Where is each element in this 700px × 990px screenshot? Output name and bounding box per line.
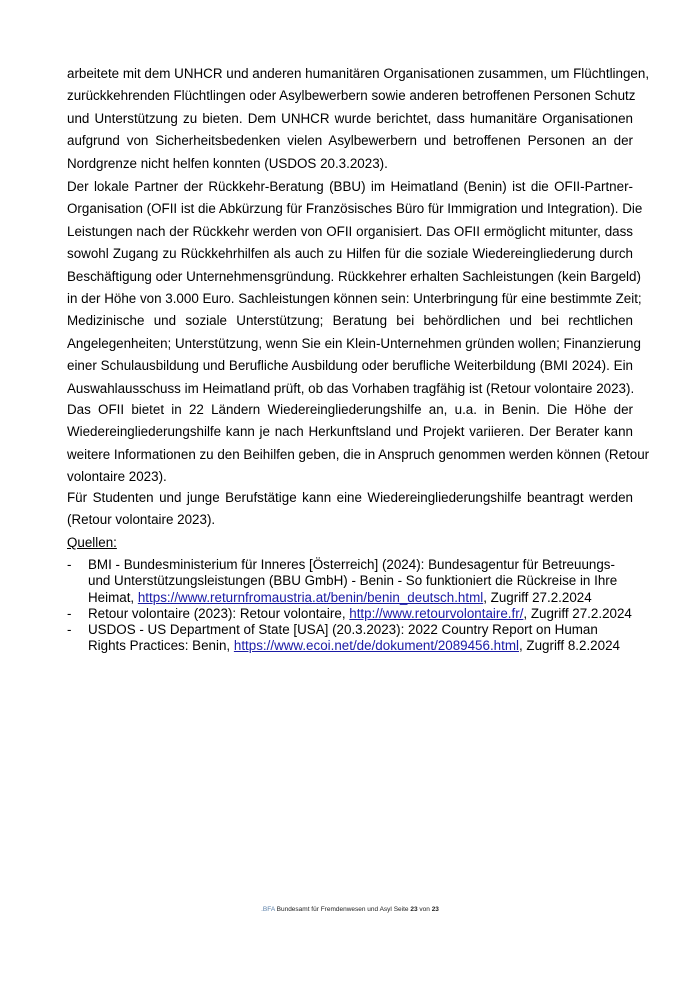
text-line: Wiedereingliederungshilfe kann je nach Herkunftsland und Projekt variieren. Der Berater kann [67,424,633,440]
source-link[interactable]: https://www.returnfromaustria.at/benin/benin_deutsch.html [137,589,484,605]
paragraph-students [67,487,633,532]
text-line: einer Schulausbildung und Berufliche Ausbildung oder berufliche Weiterbildung (BMI 2024). Ein [67,358,633,374]
source-link[interactable]: https://www.ecoi.net/de/dokument/2089456.html [233,638,519,654]
source-item: - BMI - Bundesministerium für Inneres [Österreich] (2024): Bundesagentur für Betreuungs- und Unterstützungsleistungen (BBU GmbH) - Benin - So funktioniert die Rückreise in Ihre Heimat, https://www.returnfromaustria.at/benin/benin_deutsch.html, Zugriff 27.2.2024 [67,557,618,605]
page-footer: .BFA Bundesamt für Fremdenwesen und Asyl Seite 23 von 23 [261,906,439,913]
paragraph-ofii-partner [67,176,643,400]
source-item: - USDOS - US Department of State [USA] (20.3.2023): 2022 Country Report on Human Rights Practices: Benin, https://www.ecoi.net/de/dokument/2089456.html, Zugriff 8.2.2024 [67,622,620,654]
sources-heading: Quellen: [67,535,117,550]
page-total: 23 [431,906,439,913]
text-line: weitere Informationen zu den Beihilfen geben, die in Anspruch genommen werden können (Retour [67,446,650,462]
text-line: Auswahlausschuss im Heimatland prüft, ob das Vorhaben tragfähig ist (Retour volontaire 2023). [67,380,635,396]
text-line: (Retour volontaire 2023). [67,512,216,528]
text-line: Organisation (OFII ist die Abkürzung für Französisches Büro für Immigration und Integration). Die [67,201,643,217]
text-line: arbeitete mit dem UNHCR und anderen humanitären Organisationen zusammen, um Flüchtlingen, [67,66,650,81]
text-line: Das OFII bietet in 22 Ländern Wiedereingliederungshilfe an, u.a. in Benin. Die Höhe der [67,402,633,417]
paragraph-reintegration-aid [67,399,650,489]
text-line: zurückkehrenden Flüchtlingen oder Asylbewerbern sowie anderen betroffenen Personen Schutz [67,88,636,104]
paragraph-unhcr [67,63,650,175]
source-item: - Retour volontaire (2023): Retour volontaire, http://www.retourvolontaire.fr/, Zugriff 27.2.2024 [67,605,632,621]
text-line: volontaire 2023). [67,469,167,485]
text-line: Angelegenheiten; Unterstützung, wenn Sie ein Klein-Unternehmen gründen wollen; Finanzierung [67,335,641,351]
text-line: Leistungen nach der Rückkehr werden von OFII organisiert. Das OFII ermöglicht mitunter, dass [67,223,633,239]
sources-list [67,557,637,655]
text-line: Beschäftigung oder Unternehmensgründung. Rückkehrer erhalten Sachleistungen (kein Bargeld) [67,268,641,284]
text-line: in der Höhe von 3.000 Euro. Sachleistungen können sein: Unterbringung für eine bestimmte Zeit; [67,290,642,306]
text-line: aufgrund von Sicherheitsbedenken vielen Asylbewerbern und betroffenen Personen an der [67,133,633,149]
text-line: Der lokale Partner der Rückkehr-Beratung (BBU) im Heimatland (Benin) ist die OFII-Partner- [67,179,633,194]
text-line: Medizinische und soziale Unterstützung; Beratung bei behördlichen und bei rechtlichen [67,313,633,329]
page-number: 23 [410,906,418,913]
text-line: und Unterstützung zu bieten. Dem UNHCR wurde berichtet, dass humanitäre Organisationen [67,110,633,126]
bfa-logo-text: .BFA [261,906,275,913]
text-line: Für Studenten und junge Berufstätige kann eine Wiedereingliederungshilfe beantragt werden [67,490,633,505]
text-line: Nordgrenze nicht helfen konnten (USDOS 20.3.2023). [67,155,388,171]
text-line: sowohl Zugang zu Rückkehrhilfen als auch zu Hilfen für die soziale Wiedereingliederung durch [67,246,633,262]
source-link[interactable]: http://www.retourvolontaire.fr/ [349,605,524,621]
